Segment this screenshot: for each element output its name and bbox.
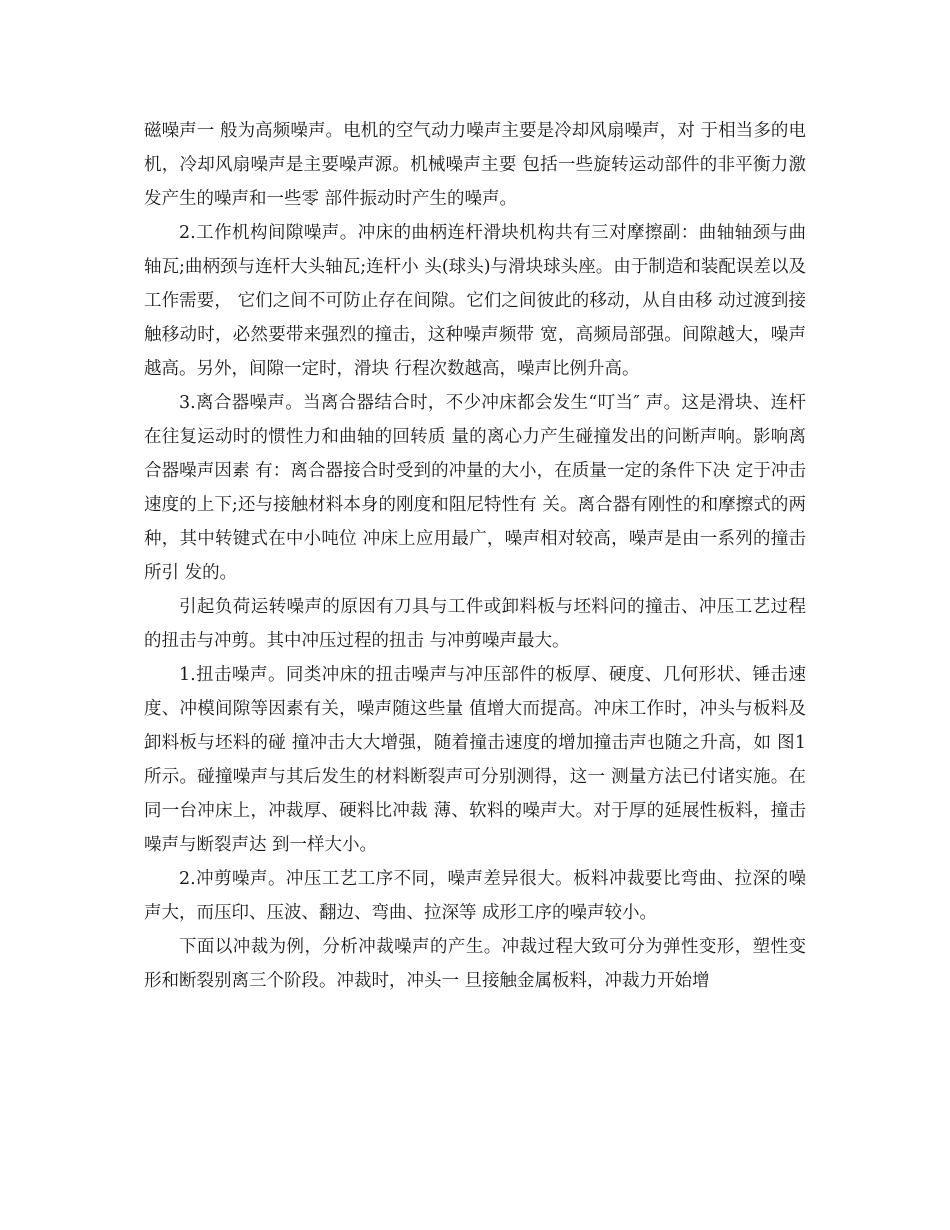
- document-body: [144, 114, 806, 998]
- paragraph-motor-noise: 磁噪声一 般为高频噪声。电机的空气动力噪声主要是冷却风扇噪声，对 于相当多的电机，冷却风扇噪声是主要噪声源。机械噪声主要 包括一些旋转运动部件的非平衡力激发产生的噪声和一些零 部件振动时产生的噪声。: [144, 121, 806, 209]
- paragraph-shear-noise: 2.冲剪噪声。冲压工艺工序不同，噪声差异很大。板料冲裁要比弯曲、拉深的噪声大，而压印、压波、翻边、弯曲、拉深等 成形工序的噪声较小。: [144, 869, 806, 923]
- paragraph-load-noise-causes: 引起负荷运转噪声的原因有刀具与工件或卸料板与坯料问的撞击、冲压工艺过程的扭击与冲剪。其中冲压过程的扭击 与冲剪噪声最大。: [144, 597, 806, 651]
- paragraph-clutch-noise: 3.离合器噪声。当离合器结合时，不少冲床都会发生“叮当″ 声。这是滑块、连杆在往复运动时的惯性力和曲轴的回转质 量的离心力产生碰撞发出的问断声响。影响离合器噪声因素 有：离合器接合时受到的冲量的大小，在质量一定的条件下决 定于冲击速度的上下;还与接触材料本身的刚度和阻尼特性有 关。离合器有刚性的和摩擦式的两种，其中转键式在中小吨位 冲床上应用最广，噪声相对较高，噪声是由一系列的撞击所引 发的。: [144, 393, 806, 583]
- paragraph-blanking-analysis: 下面以冲裁为例，分析冲裁噪声的产生。冲裁过程大致可分为弹性变形，塑性变形和断裂别离三个阶段。冲裁时，冲头一 旦接触金属板料，冲裁力开始增: [144, 937, 806, 991]
- paragraph-impact-noise: 1.扭击噪声。同类冲床的扭击噪声与冲压部件的板厚、硬度、几何形状、锤击速度、冲模间隙等因素有关，噪声随这些量 值增大而提高。冲床工作时，冲头与板料及卸料板与坯料的碰 撞冲击大大增强，随着撞击速度的增加撞击声也随之升高，如 图1所示。碰撞噪声与其后发生的材料断裂声可分别测得，这一 测量方法已付诸实施。在同一台冲床上，冲裁厚、硬料比冲裁 薄、软料的噪声大。对于厚的延展性板料，撞击噪声与断裂声达 到一样大小。: [144, 665, 806, 855]
- paragraph-gap-noise: 2.工作机构间隙噪声。冲床的曲柄连杆滑块机构共有三对摩擦副：曲轴轴颈与曲轴瓦;曲柄颈与连杆大头轴瓦;连杆小 头(球头)与滑块球头座。由于制造和装配误差以及工作需要， 它们之间不可防止存在间隙。它们之间彼此的移动，从自由移 动过渡到接触移动时，必然要带来强烈的撞击，这种噪声频带 宽，高频局部强。间隙越大，噪声越高。另外，间隙一定时，滑块 行程次数越高，噪声比例升高。: [144, 223, 806, 379]
